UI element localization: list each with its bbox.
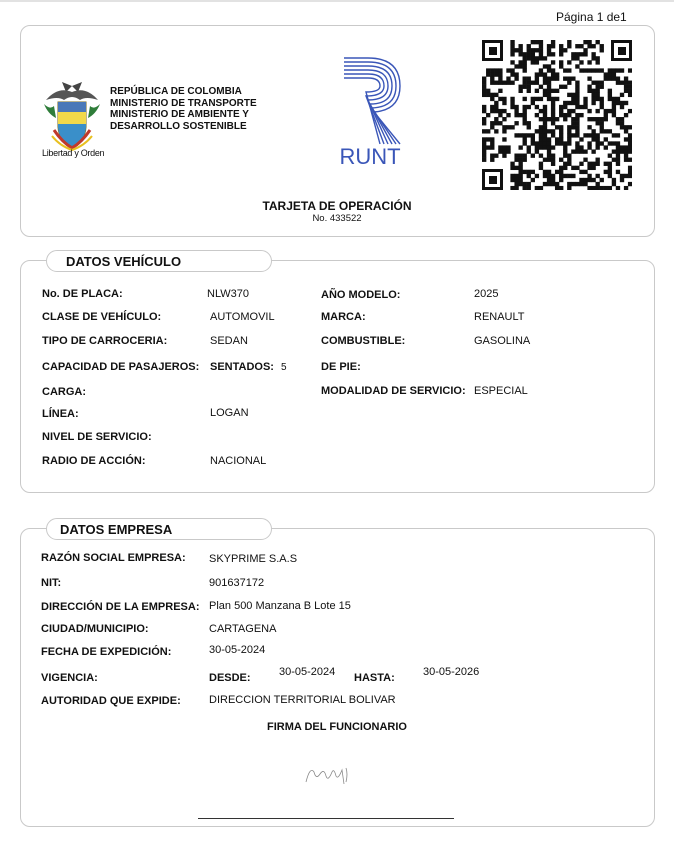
placa-label: No. DE PLACA: [42,288,123,300]
ministry-block [110,86,257,132]
modalidad-label: MODALIDAD DE SERVICIO: [321,385,466,397]
nit-value: 901637172 [209,577,265,589]
signature-line [198,818,454,819]
placa-value: NLW370 [207,288,249,300]
expedicion-value: 30-05-2024 [209,644,266,656]
coat-of-arms-caption: Libertad y Orden [42,148,105,158]
ciudad-label: CIUDAD/MUNICIPIO: [41,623,149,635]
document-number: No. 433522 [312,213,362,224]
autoridad-label: AUTORIDAD QUE EXPIDE: [41,695,181,707]
direccion-label: DIRECCIÓN DE LA EMPRESA: [41,601,200,613]
company-section-title: DATOS EMPRESA [46,518,272,540]
sentados-label: SENTADOS: [210,361,274,373]
runt-logo [334,56,406,168]
combustible-value: GASOLINA [474,335,531,347]
linea-label: LÍNEA: [42,408,79,420]
document-title: TARJETA DE OPERACIÓN [262,199,412,213]
carroceria-label: TIPO DE CARROCERIA: [42,335,168,347]
modalidad-value: ESPECIAL [474,385,528,397]
expedicion-label: FECHA DE EXPEDICIÓN: [41,646,172,658]
nit-label: NIT: [41,577,62,589]
top-rule [0,0,674,2]
desde-label: DESDE: [209,672,251,684]
autoridad-value: DIRECCION TERRITORIAL BOLIVAR [209,694,396,706]
coat-of-arms-icon [40,80,104,152]
radio-label: RADIO DE ACCIÓN: [42,455,146,467]
vehicle-section-title: DATOS VEHÍCULO [46,250,272,272]
signature-icon [302,762,354,788]
ministry-line: MINISTERIO DE TRANSPORTE [110,97,257,109]
clase-label: CLASE DE VEHÍCULO: [42,311,162,323]
modelo-label: AÑO MODELO: [321,289,401,301]
hasta-label: HASTA: [354,672,395,684]
linea-value: LOGAN [210,407,249,419]
runt-text: RUNT [339,144,401,168]
razon-value: SKYPRIME S.A.S [209,553,298,565]
depie-label: DE PIE: [321,361,361,373]
ministry-line: DESARROLLO SOSTENIBLE [110,120,247,132]
desde-value: 30-05-2024 [279,666,336,678]
radio-value: NACIONAL [210,455,267,467]
page-number: Página 1 de1 [556,10,627,24]
nivel-label: NIVEL DE SERVICIO: [42,431,152,443]
marca-value: RENAULT [474,311,525,323]
direccion-value: Plan 500 Manzana B Lote 15 [209,600,351,612]
hasta-value: 30-05-2026 [423,666,480,678]
ministry-line: MINISTERIO DE AMBIENTE Y [110,109,249,120]
sentados-value: 5 [281,362,287,373]
ciudad-value: CARTAGENA [209,623,277,635]
modelo-value: 2025 [474,288,499,300]
ministry-line: REPÚBLICA DE COLOMBIA [110,86,242,97]
razon-label: RAZÓN SOCIAL EMPRESA: [41,552,186,564]
capacidad-label: CAPACIDAD DE PASAJEROS: [42,361,200,373]
marca-label: MARCA: [321,311,366,323]
combustible-label: COMBUSTIBLE: [321,335,406,347]
vigencia-label: VIGENCIA: [41,672,98,684]
carroceria-value: SEDAN [210,335,248,347]
clase-value: AUTOMOVIL [210,311,275,323]
signature-title: FIRMA DEL FUNCIONARIO [267,721,407,733]
qr-code-icon [482,40,632,190]
carga-label: CARGA: [42,386,86,398]
